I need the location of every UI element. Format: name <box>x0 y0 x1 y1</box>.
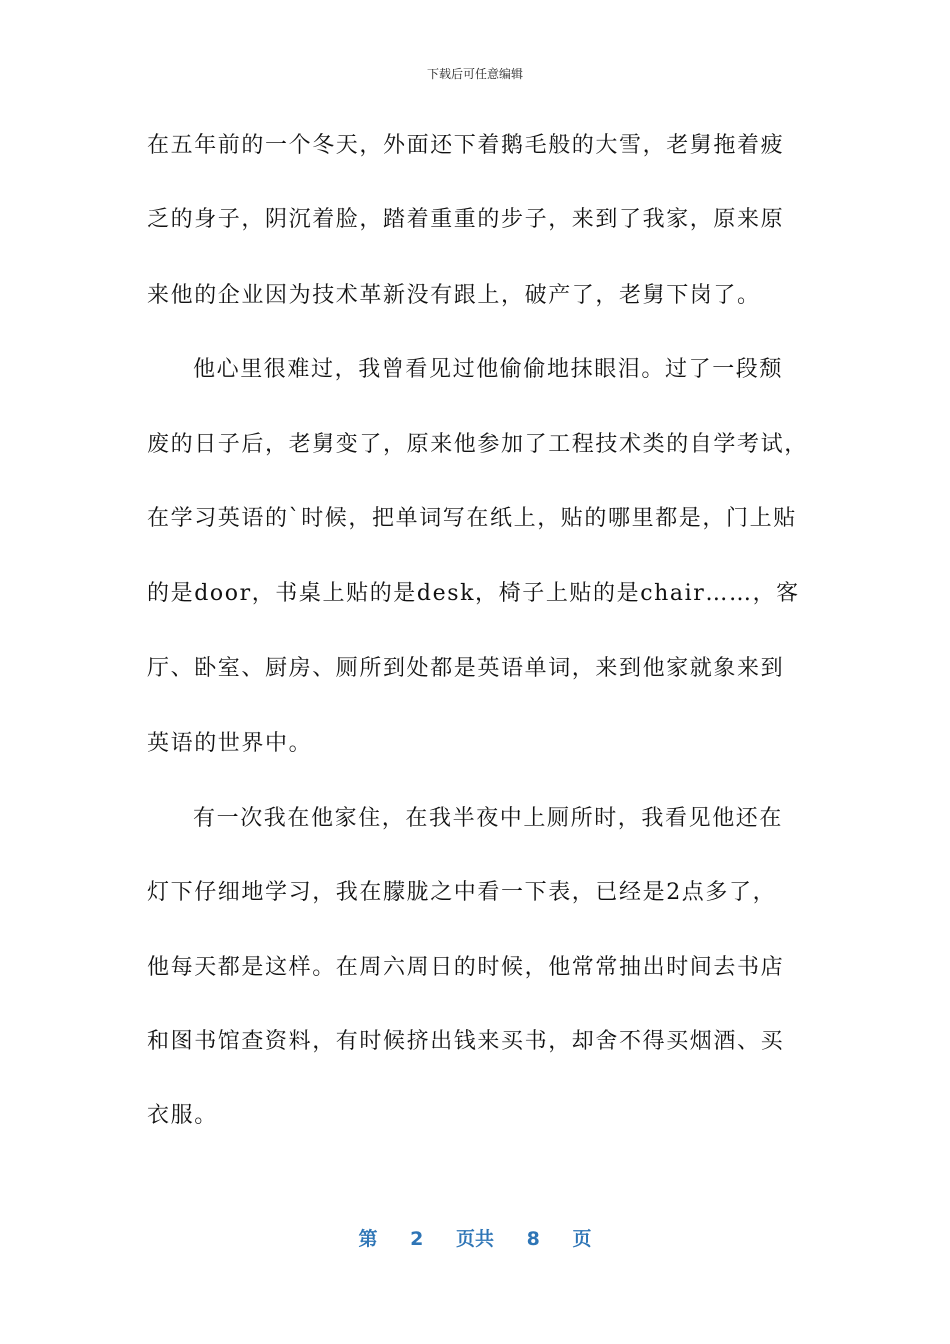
body-line: 他每天都是这样。在周六周日的时候，他常常抽出时间去书店 <box>147 955 785 980</box>
footer-total-pages: 8 <box>526 1228 540 1250</box>
body-line: 在五年前的一个冬天，外面还下着鹅毛般的大雪，老舅拖着疲 <box>147 133 785 158</box>
body-line: 的是door，书桌上贴的是desk，椅子上贴的是chair……，客 <box>147 581 800 606</box>
page-footer <box>0 1226 950 1252</box>
body-line: 英语的世界中。 <box>147 731 313 756</box>
body-line: 衣服。 <box>147 1103 218 1128</box>
body-line: 有一次我在他家住，在我半夜中上厕所时，我看见他还在 <box>193 806 784 831</box>
body-line: 灯下仔细地学习，我在朦胧之中看一下表，已经是2点多了， <box>147 880 777 905</box>
page-header: 下载后可任意编辑 <box>426 67 523 81</box>
body-line: 在学习英语的`时候，把单词写在纸上，贴的哪里都是，门上贴 <box>147 506 797 531</box>
footer-suffix: 页 <box>572 1228 592 1250</box>
body-line: 乏的身子，阴沉着脸，踏着重重的步子，来到了我家，原来原 <box>147 207 785 232</box>
body-line: 他心里很难过，我曾看见过他偷偷地抹眼泪。过了一段颓 <box>193 357 784 382</box>
body-line: 厅、卧室、厨房、厕所到处都是英语单词，来到他家就象来到 <box>147 656 785 681</box>
body-line: 废的日子后，老舅变了，原来他参加了工程技术类的自学考试， <box>147 432 808 457</box>
footer-middle: 页共 <box>455 1228 494 1250</box>
footer-prefix: 第 <box>358 1228 378 1250</box>
body-line: 和图书馆查资料，有时候挤出钱来买书，却舍不得买烟酒、买 <box>147 1029 785 1054</box>
body-line: 来他的企业因为技术革新没有跟上，破产了，老舅下岗了。 <box>147 283 761 308</box>
footer-page-number: 2 <box>410 1228 424 1250</box>
